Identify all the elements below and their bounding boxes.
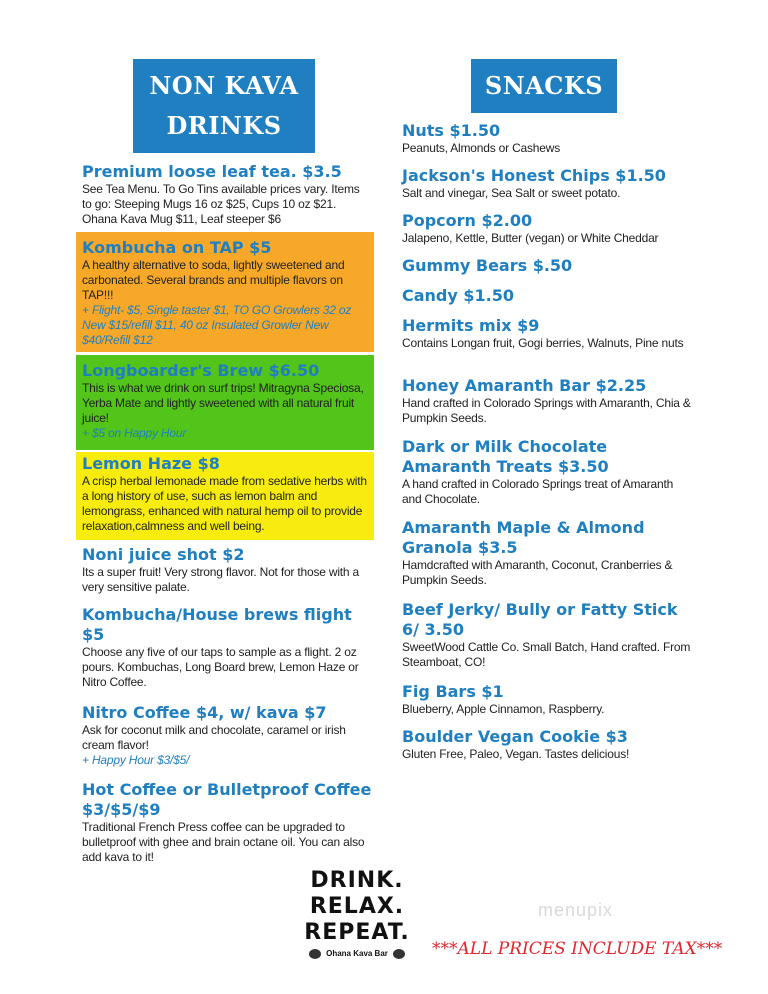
- header-line-2: DRINKS: [166, 111, 282, 140]
- drink-item: [82, 545, 372, 595]
- snack-desc: Blueberry, Apple Cinnamon, Raspberry.: [402, 702, 605, 716]
- logo-line-relax: RELAX.: [309, 894, 405, 919]
- snack-title: Dark or Milk Chocolate Amaranth Treats $3.50: [402, 437, 609, 476]
- menupix-watermark: menupix: [538, 900, 614, 920]
- snack-title: Beef Jerky/ Bully or Fatty Stick 6/ 3.50: [402, 600, 678, 639]
- snack-title: Nuts $1.50: [402, 121, 501, 140]
- drink-item: [82, 605, 372, 690]
- snack-item: [402, 727, 692, 762]
- snack-item: [402, 518, 692, 588]
- drink-desc: Traditional French Press coffee can be upgraded to bulletproof with ghee and brain octane oil. You can also add kava to it!: [82, 820, 365, 864]
- header-line-1: NON KAVA: [149, 71, 299, 100]
- drink-desc: This is what we drink on surf trips! Mitragyna Speciosa, Yerba Mate and lightly sweetened with all natural fruit juice!: [82, 381, 364, 425]
- drink-item: [82, 780, 372, 865]
- drink-desc: Its a super fruit! Very strong flavor. Not for those with a very sensitive palate.: [82, 565, 359, 594]
- snack-item: [402, 316, 692, 351]
- drink-title: Kombucha on TAP $5: [82, 238, 272, 257]
- snack-title: Hermits mix $9: [402, 316, 540, 335]
- drink-title: Noni juice shot $2: [82, 545, 245, 564]
- snack-desc: Jalapeno, Kettle, Butter (vegan) or White Cheddar: [402, 231, 659, 245]
- snack-item: [402, 121, 692, 156]
- drink-title: Hot Coffee or Bulletproof Coffee $3/$5/$9: [82, 780, 372, 819]
- drink-title: Premium loose leaf tea. $3.5: [82, 162, 342, 181]
- snack-item: [402, 437, 692, 507]
- snack-title: Amaranth Maple & Almond Granola $3.5: [402, 518, 645, 557]
- snack-item: [402, 166, 692, 201]
- snack-item: [402, 211, 692, 246]
- snack-desc: SweetWood Cattle Co. Small Batch, Hand crafted. From Steamboat, CO!: [402, 640, 691, 669]
- snack-title: Popcorn $2.00: [402, 211, 533, 230]
- logo-sub-text: Ohana Kava Bar: [326, 949, 388, 958]
- snacks-header: SNACKS: [474, 62, 614, 110]
- ohana-kava-logo: [300, 868, 414, 968]
- drink-item: [82, 238, 372, 348]
- drink-desc: A crisp herbal lemonade made from sedative herbs with a long history of use, such as lemon balm and lemongrass, enhanced with natural hemp oil to provide relaxation,calmness and well being.: [82, 474, 367, 533]
- drink-desc: See Tea Menu. To Go Tins available prices vary. Items to go: Steeping Mugs 16 oz $25, Cups 10 oz $21. Ohana Kava Mug $11, Leaf steeper $6: [82, 182, 360, 226]
- snack-desc: Hand crafted in Colorado Springs with Amaranth, Chia & Pumpkin Seeds.: [402, 396, 691, 425]
- logo-line-drink: DRINK.: [310, 868, 404, 893]
- snack-desc: A hand crafted in Colorado Springs treat of Amaranth and Chocolate.: [402, 477, 674, 506]
- snack-item: [402, 256, 692, 276]
- tax-notice: ***ALL PRICES INCLUDE TAX***: [432, 939, 723, 959]
- snack-desc: Salt and vinegar, Sea Salt or sweet potato.: [402, 186, 621, 200]
- drink-item: [82, 703, 372, 768]
- snack-title: Boulder Vegan Cookie $3: [402, 727, 628, 746]
- snack-desc: Gluten Free, Paleo, Vegan. Tastes delicious!: [402, 747, 630, 761]
- drink-item: [82, 361, 372, 441]
- drink-desc: Ask for coconut milk and chocolate, caramel or irish cream flavor!: [82, 723, 346, 752]
- drink-item: [82, 162, 372, 227]
- snack-title: Jackson's Honest Chips $1.50: [402, 166, 666, 185]
- drink-item: [82, 454, 372, 534]
- snack-item: [402, 682, 692, 717]
- snack-title: Gummy Bears $.50: [402, 256, 573, 275]
- turtle-icon: [309, 949, 321, 959]
- drink-desc: A healthy alternative to soda, lightly sweetened and carbonated. Several brands and multiple flavors on TAP!!!: [82, 258, 345, 302]
- non-kava-drinks-header: [136, 62, 312, 150]
- snack-desc: Peanuts, Almonds or Cashews: [402, 141, 561, 155]
- drink-note: + $5 on Happy Hour: [82, 426, 187, 440]
- snack-item: [402, 376, 692, 426]
- snack-title: Candy $1.50: [402, 286, 514, 305]
- snack-item: [402, 286, 692, 306]
- drink-note: + Flight- $5, Single taster $1, TO GO Growlers 32 oz New $15/refill $11, 40 oz Insulated Growler New $40/Refill $12: [82, 303, 352, 347]
- drink-title: Kombucha/House brews flight $5: [82, 605, 352, 644]
- drink-note: + Happy Hour $3/$5/: [82, 753, 190, 767]
- drink-title: Nitro Coffee $4, w/ kava $7: [82, 703, 327, 722]
- snack-desc: Hamdcrafted with Amaranth, Coconut, Cranberries & Pumpkin Seeds.: [402, 558, 673, 587]
- logo-line-repeat: REPEAT.: [304, 920, 410, 945]
- drink-title: Lemon Haze $8: [82, 454, 220, 473]
- snack-desc: Contains Longan fruit, Gogi berries, Walnuts, Pine nuts: [402, 336, 684, 350]
- turtle-icon: [393, 949, 405, 959]
- logo-subtitle: [300, 948, 414, 960]
- snack-title: Fig Bars $1: [402, 682, 504, 701]
- drink-title: Longboarder's Brew $6.50: [82, 361, 320, 380]
- drink-desc: Choose any five of our taps to sample as a flight. 2 oz pours. Kombuchas, Long Board brew, Lemon Haze or Nitro Coffee.: [82, 645, 359, 689]
- snack-title: Honey Amaranth Bar $2.25: [402, 376, 647, 395]
- snack-item: [402, 600, 692, 670]
